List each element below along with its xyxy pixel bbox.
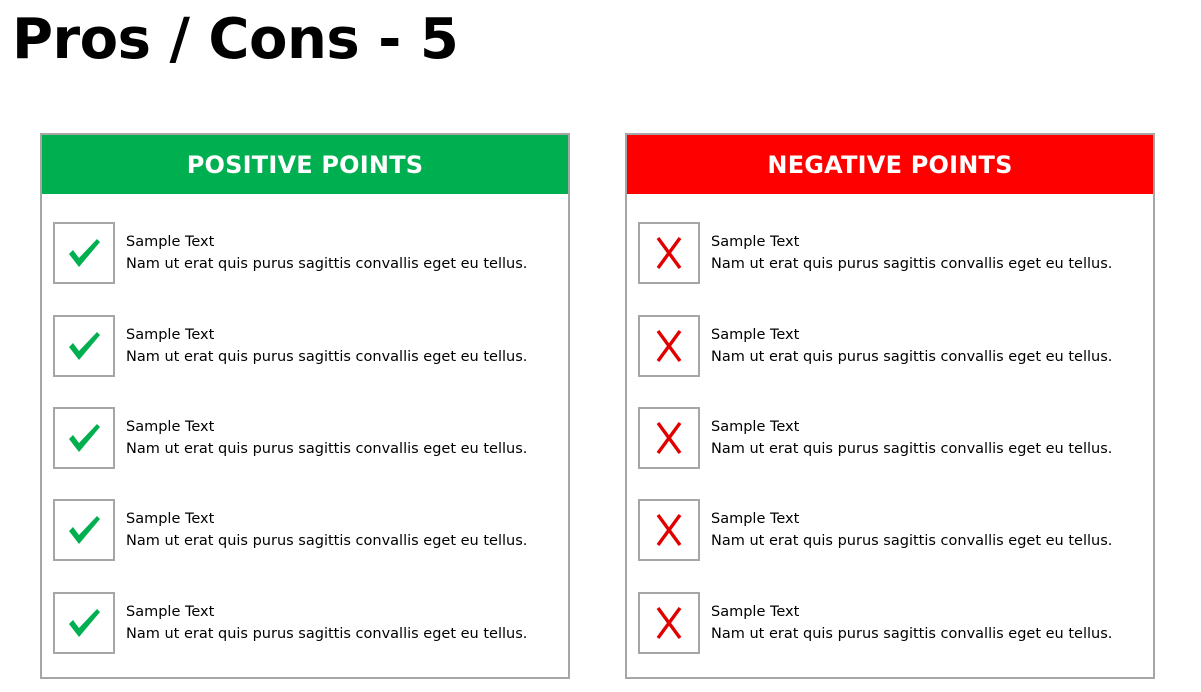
check-box [53, 407, 115, 469]
item-title: Sample Text [126, 511, 215, 527]
check-box [53, 315, 115, 377]
positive-item [53, 592, 568, 656]
item-text [711, 416, 1112, 460]
x-mark-icon [655, 329, 683, 363]
item-body: Nam ut erat quis purus sagittis convallis eget eu tellus. [711, 441, 1113, 457]
item-body: Nam ut erat quis purus sagittis convallis eget eu tellus. [126, 349, 528, 365]
x-mark-icon [655, 236, 683, 270]
item-title: Sample Text [126, 327, 215, 343]
check-icon [66, 606, 102, 640]
page-title: Pros / Cons - 5 [12, 7, 459, 72]
positive-item [53, 315, 568, 379]
item-body: Nam ut erat quis purus sagittis convallis eget eu tellus. [126, 441, 528, 457]
check-icon [66, 421, 102, 455]
item-body: Nam ut erat quis purus sagittis convallis eget eu tellus. [126, 533, 528, 549]
item-text [126, 416, 527, 460]
item-body: Nam ut erat quis purus sagittis convallis eget eu tellus. [711, 349, 1113, 365]
item-title: Sample Text [126, 604, 215, 620]
positive-item [53, 499, 568, 563]
negative-points-panel [625, 133, 1155, 679]
check-icon [66, 329, 102, 363]
item-body: Nam ut erat quis purus sagittis convallis eget eu tellus. [711, 256, 1113, 272]
item-title: Sample Text [126, 234, 215, 250]
item-text [711, 508, 1112, 552]
item-title: Sample Text [711, 327, 800, 343]
item-title: Sample Text [126, 419, 215, 435]
check-box [53, 222, 115, 284]
check-icon [66, 513, 102, 547]
item-body: Nam ut erat quis purus sagittis convallis eget eu tellus. [126, 626, 528, 642]
negative-item [638, 592, 1153, 656]
positive-points-panel [40, 133, 570, 679]
x-box [638, 315, 700, 377]
item-text [126, 231, 527, 275]
item-body: Nam ut erat quis purus sagittis convallis eget eu tellus. [711, 533, 1113, 549]
x-mark-icon [655, 421, 683, 455]
x-box [638, 407, 700, 469]
item-title: Sample Text [711, 511, 800, 527]
negative-item [638, 407, 1153, 471]
positive-item [53, 407, 568, 471]
negative-item [638, 499, 1153, 563]
item-text [711, 231, 1112, 275]
check-icon [66, 236, 102, 270]
item-body: Nam ut erat quis purus sagittis convallis eget eu tellus. [711, 626, 1113, 642]
item-title: Sample Text [711, 419, 800, 435]
positive-item [53, 222, 568, 286]
item-text [126, 324, 527, 368]
item-text [711, 324, 1112, 368]
check-box [53, 592, 115, 654]
item-body: Nam ut erat quis purus sagittis convallis eget eu tellus. [126, 256, 528, 272]
item-title: Sample Text [711, 604, 800, 620]
check-box [53, 499, 115, 561]
positive-points-header: POSITIVE POINTS [42, 135, 568, 194]
x-mark-icon [655, 606, 683, 640]
x-mark-icon [655, 513, 683, 547]
x-box [638, 592, 700, 654]
negative-item [638, 315, 1153, 379]
item-text [126, 601, 527, 645]
negative-item [638, 222, 1153, 286]
negative-points-header: NEGATIVE POINTS [627, 135, 1153, 194]
x-box [638, 499, 700, 561]
item-text [126, 508, 527, 552]
item-title: Sample Text [711, 234, 800, 250]
x-box [638, 222, 700, 284]
item-text [711, 601, 1112, 645]
